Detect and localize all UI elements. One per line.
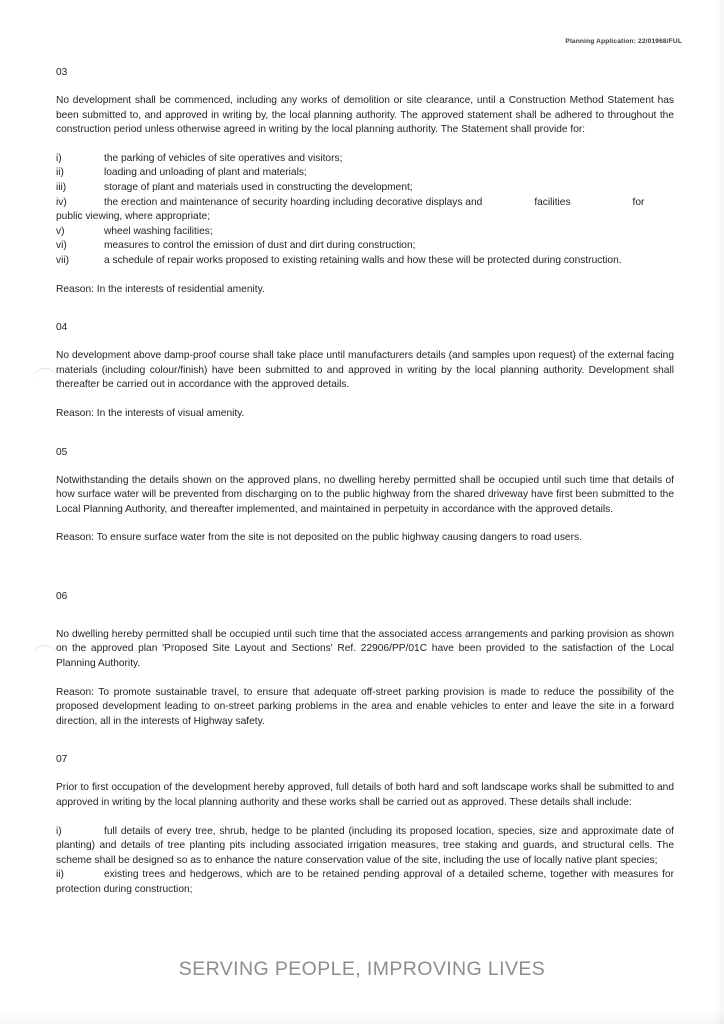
footer-slogan: SERVING PEOPLE, IMPROVING LIVES: [178, 958, 546, 980]
list-item: [56, 239, 674, 254]
scan-artifact-arc: [32, 645, 58, 659]
list-item-continuation-text: public viewing, where appropriate;: [56, 211, 211, 223]
list-item-text: storage of plant and materials used in constructing the development;: [104, 181, 413, 193]
list-item-text: measures to control the emission of dust and dirt during construction;: [104, 240, 416, 252]
list-item-label: ii): [56, 869, 64, 881]
list-item-label: ii): [56, 167, 64, 179]
list-item-text: the parking of vehicles of site operatives and visitors;: [104, 152, 343, 164]
list-item: [56, 225, 674, 240]
list-item: [56, 825, 674, 869]
condition-05-text: Notwithstanding the details shown on the approved plans, no dwelling hereby permitted shall be occupied until such time that details of how surface water will be prevented from discharging on to the public highway from the shared driveway have first been submitted to the Local Planning Authority, and thereafter implemented, and maintained in perpetuity in accordance with the approved details.: [56, 474, 674, 515]
scan-edge-shadow: [0, 1010, 724, 1024]
condition-03-list: [56, 152, 674, 269]
list-item-continuation: [56, 210, 674, 225]
list-item-text: loading and unloading of plant and materials;: [104, 167, 307, 179]
list-item-label: iii): [56, 181, 67, 193]
condition-number-05: 05: [56, 446, 68, 458]
condition-06-text: No dwelling hereby permitted shall be occupied until such time that the associated access arrangements and parking provision as shown on the approved plan 'Proposed Site Layout and Sections' Ref. 22906/PP/01C have been provided to the satisfaction of the Local Planning Authority.: [56, 628, 674, 670]
list-item-text-part-a: the erection and maintenance of security hoarding including decorative displays and: [104, 196, 483, 208]
section-gap: [56, 743, 674, 753]
condition-04-reason: Reason: In the interests of visual amenity.: [56, 407, 245, 419]
list-item-label: v): [56, 225, 65, 237]
section-gap: [56, 618, 674, 628]
section-gap: [56, 560, 674, 590]
list-item-text: a schedule of repair works proposed to existing retaining walls and how these will be protected during construction.: [104, 254, 622, 266]
condition-number-07: 07: [56, 754, 68, 766]
condition-number-04: 04: [56, 322, 68, 334]
condition-03-text: No development shall be commenced, including any works of demolition or site clearance, until a Construction Method Statement has been submitted to, and approved in writing by, the local planning authority. The approved statement shall be adhered to throughout the construction period unless otherwise agreed in writing by the local planning authority. The Statement shall provide for:: [56, 95, 674, 136]
scan-edge-shadow: [714, 0, 724, 1024]
list-item-text: wheel washing facilities;: [104, 225, 213, 237]
list-item: [56, 166, 674, 181]
condition-04-text: No development above damp-proof course shall take place until manufacturers details (and samples upon request) of the external facing materials (including colour/finish) have been submitted to and approved in writing by the local planning authority. Development shall thereafter be carried out in accordance with the approved details.: [56, 350, 674, 391]
list-item: [56, 181, 674, 196]
list-item-text-part-b: facilities: [534, 196, 571, 208]
planning-application-reference: Planning Application: 22/01968/FUL: [565, 38, 682, 45]
list-item: [56, 868, 674, 897]
document-body: [56, 66, 674, 912]
list-item-label: i): [56, 152, 62, 164]
condition-03-reason: Reason: In the interests of residential amenity.: [56, 283, 265, 295]
condition-05-reason: Reason: To ensure surface water from the site is not deposited on the public highway causing dangers to road users.: [56, 532, 582, 544]
list-item-label: vi): [56, 240, 67, 252]
list-item-text: full details of every tree, shrub, hedge to be planted (including its proposed location, species, size and approximate date of planting) and details of tree planting pits including associated irrigation measures, tree staking and guards, and structural cells. The scheme shall be designed so as to enhance the nature conservation value of the site, including the use of locally native plant species;: [56, 825, 674, 866]
scan-artifact-arc: [32, 368, 58, 382]
section-gap: [56, 436, 674, 446]
section-gap: [56, 311, 674, 321]
list-item: [56, 196, 674, 211]
condition-06-reason: Reason: To promote sustainable travel, to ensure that adequate off-street parking provision is made to reduce the possibility of the proposed development leading to on-street parking problems in the area and enable vehicles to enter and leave the site in a forward direction, all in the interests of Highway safety.: [56, 686, 674, 727]
list-item-label: vii): [56, 254, 70, 266]
list-item: [56, 152, 674, 167]
list-item: [56, 254, 674, 269]
list-item-text-part-c: for: [632, 196, 645, 208]
condition-number-06: 06: [56, 590, 68, 602]
condition-07-list: [56, 825, 674, 898]
list-item-label: iv): [56, 196, 67, 208]
condition-number-03: 03: [56, 67, 68, 78]
list-item-text: existing trees and hedgerows, which are to be retained pending approval of a detailed scheme, together with measures for protection during construction;: [56, 869, 674, 895]
list-item-label: i): [56, 825, 62, 837]
condition-07-text: Prior to first occupation of the development hereby approved, full details of both hard and soft landscape works shall be submitted to and approved in writing by the local planning authority and these works shall be carried out as approved. These details shall include:: [56, 782, 674, 809]
